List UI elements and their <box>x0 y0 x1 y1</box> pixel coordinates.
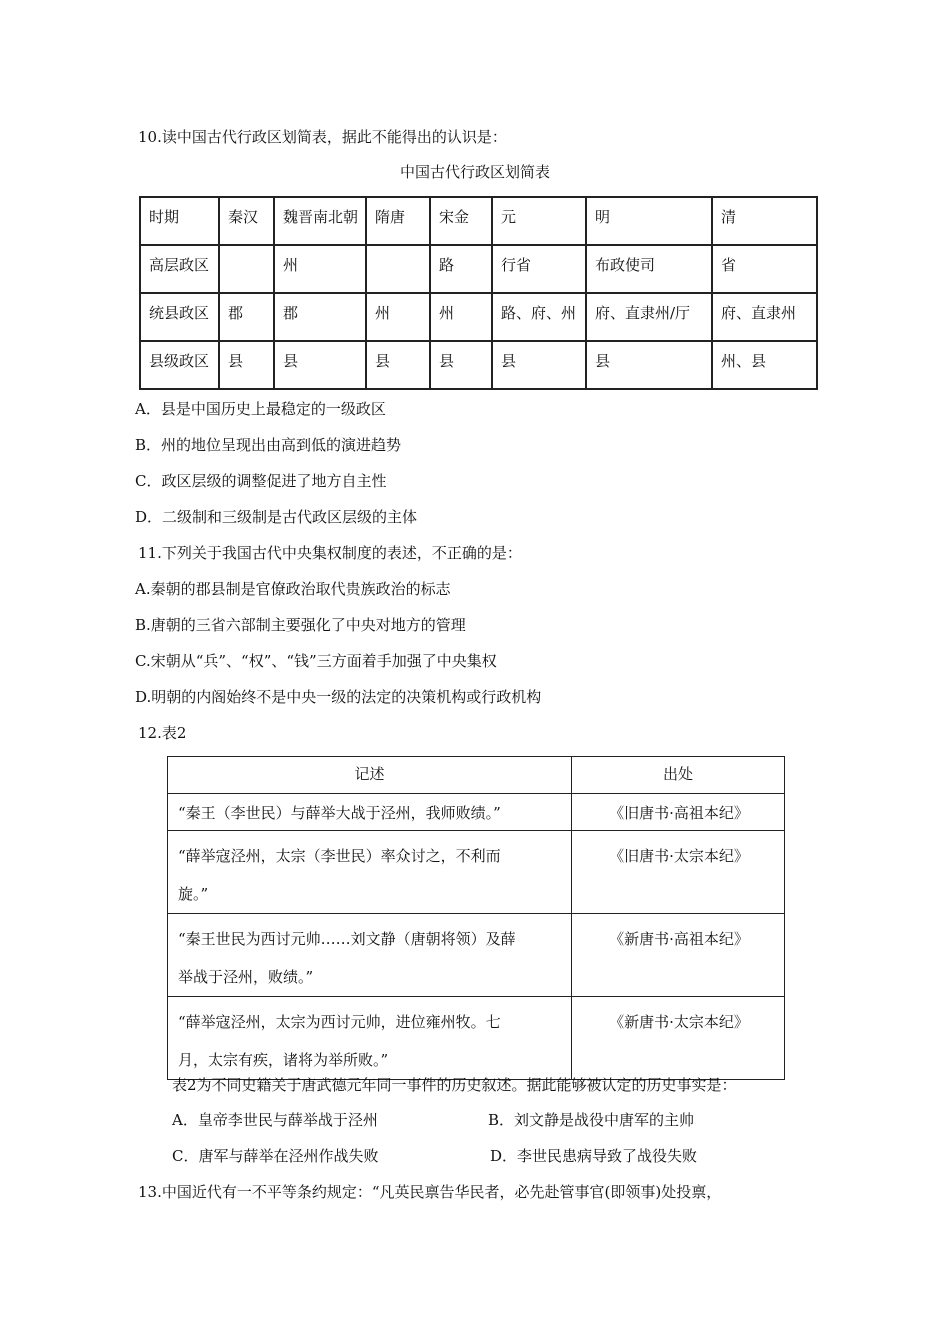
record-text: “秦王（李世民）与薛举大战于泾州，我师败绩。” <box>178 804 501 822</box>
q10-cell: 路 <box>439 256 455 274</box>
q10-cell: 郡 <box>228 304 244 322</box>
q10-table-row <box>140 293 817 341</box>
q10-cell: 清 <box>721 208 737 226</box>
q10-option-b: B．州的地位呈现出由高到低的演进趋势 <box>135 436 402 454</box>
q10-cell: 秦汉 <box>228 208 259 226</box>
q10-option-a: A．县是中国历史上最稳定的一级政区 <box>135 400 386 418</box>
q10-cell: 魏晋南北朝 <box>283 208 359 226</box>
q10-cell <box>220 246 273 292</box>
q10-cell: 府、直隶州 <box>721 304 797 322</box>
header-cell: 出处 <box>572 757 785 794</box>
q10-cell: 元 <box>501 208 517 226</box>
record-text: 月，太宗有疾，诸将为举所败。” <box>178 1051 389 1069</box>
table-header-row <box>168 757 785 794</box>
q10-cell: 时期 <box>149 208 180 226</box>
table-row <box>168 794 785 831</box>
table-row <box>168 914 785 997</box>
record-text: 旋。” <box>178 885 209 903</box>
q10-cell: 行省 <box>501 256 532 274</box>
q10-cell: 县 <box>375 352 391 370</box>
q10-table-title: 中国古代行政区划简表 <box>399 163 550 181</box>
q10-option-c: C．政区层级的调整促进了地方自主性 <box>135 472 387 490</box>
q10-cell: 布政使司 <box>595 256 656 274</box>
q10-cell: 宋金 <box>439 208 470 226</box>
q10-cell: 省 <box>721 256 737 274</box>
q10-cell: 县 <box>283 352 299 370</box>
q10-cell: 州 <box>439 304 455 322</box>
q10-table <box>139 196 818 390</box>
record-text: 举战于泾州，败绩。” <box>178 968 314 986</box>
q11-option-b: B.唐朝的三省六部制主要强化了中央对地方的管理 <box>135 616 466 634</box>
q10-cell <box>367 246 429 292</box>
q13-stem: 13.中国近代有一不平等条约规定：“凡英民禀告华民者，必先赴管事官(即领事)处投禀， <box>138 1183 722 1201</box>
q10-cell: 县 <box>228 352 244 370</box>
record-source: 《新唐书·太宗本纪》 <box>572 997 785 1080</box>
q11-option-a: A.秦朝的郡县制是官僚政治取代贵族政治的标志 <box>135 580 451 598</box>
q10-cell: 州 <box>375 304 391 322</box>
q10-cell: 高层政区 <box>149 256 210 274</box>
q10-cell: 统县政区 <box>149 304 210 322</box>
q10-table-row <box>140 245 817 293</box>
record-text: “秦王世民为西讨元帅……刘文静（唐朝将领）及薛 <box>178 930 516 948</box>
q11-stem: 11.下列关于我国古代中央集权制度的表述，不正确的是： <box>138 544 522 562</box>
record-text: “薛举寇泾州，太宗（李世民）率众讨之，不利而 <box>178 847 501 865</box>
record-source: 《新唐书·高祖本纪》 <box>572 914 785 997</box>
q12-option-d: D．李世民患病导致了战役失败 <box>490 1147 698 1165</box>
table-row <box>168 997 785 1080</box>
q10-cell: 县 <box>595 352 611 370</box>
q11-option-c: C.宋朝从“兵”、“权”、“钱”三方面着手加强了中央集权 <box>135 652 497 670</box>
q10-cell: 隋唐 <box>375 208 406 226</box>
header-cell: 记述 <box>168 757 572 794</box>
record-source: 《旧唐书·太宗本纪》 <box>572 831 785 914</box>
table-row <box>168 831 785 914</box>
q10-cell: 县 <box>439 352 455 370</box>
q10-cell: 县级政区 <box>149 352 210 370</box>
q10-option-d: D．二级制和三级制是古代政区层级的主体 <box>135 508 418 526</box>
q10-cell: 明 <box>595 208 611 226</box>
q10-cell: 府、直隶州/厅 <box>595 304 691 322</box>
q10-cell: 郡 <box>283 304 299 322</box>
q10-cell: 州、县 <box>721 352 767 370</box>
q10-cell: 州 <box>283 256 299 274</box>
record-source: 《旧唐书·高祖本纪》 <box>572 794 785 831</box>
record-text: “薛举寇泾州，太宗为西讨元帅，进位雍州牧。七 <box>178 1013 501 1031</box>
q12-option-b: B．刘文静是战役中唐军的主帅 <box>488 1111 695 1129</box>
q12-option-a: A．皇帝李世民与薛举战于泾州 <box>172 1111 378 1129</box>
q11-option-d: D.明朝的内阁始终不是中央一级的法定的决策机构或行政机构 <box>135 688 542 706</box>
q10-stem: 10.读中国古代行政区划简表，据此不能得出的认识是： <box>138 128 507 146</box>
q12-note: 表2为不同史籍关于唐武德元年同一事件的历史叙述。据此能够被认定的历史事实是： <box>172 1076 737 1094</box>
q12-option-c: C．唐军与薛举在泾州作战失败 <box>172 1147 379 1165</box>
q10-table-row <box>140 197 817 245</box>
q12-stem: 12.表2 <box>138 724 187 742</box>
q10-cell: 路、府、州 <box>501 304 577 322</box>
q10-cell: 县 <box>501 352 517 370</box>
q10-table-row <box>140 341 817 389</box>
q12-table <box>167 756 785 1080</box>
